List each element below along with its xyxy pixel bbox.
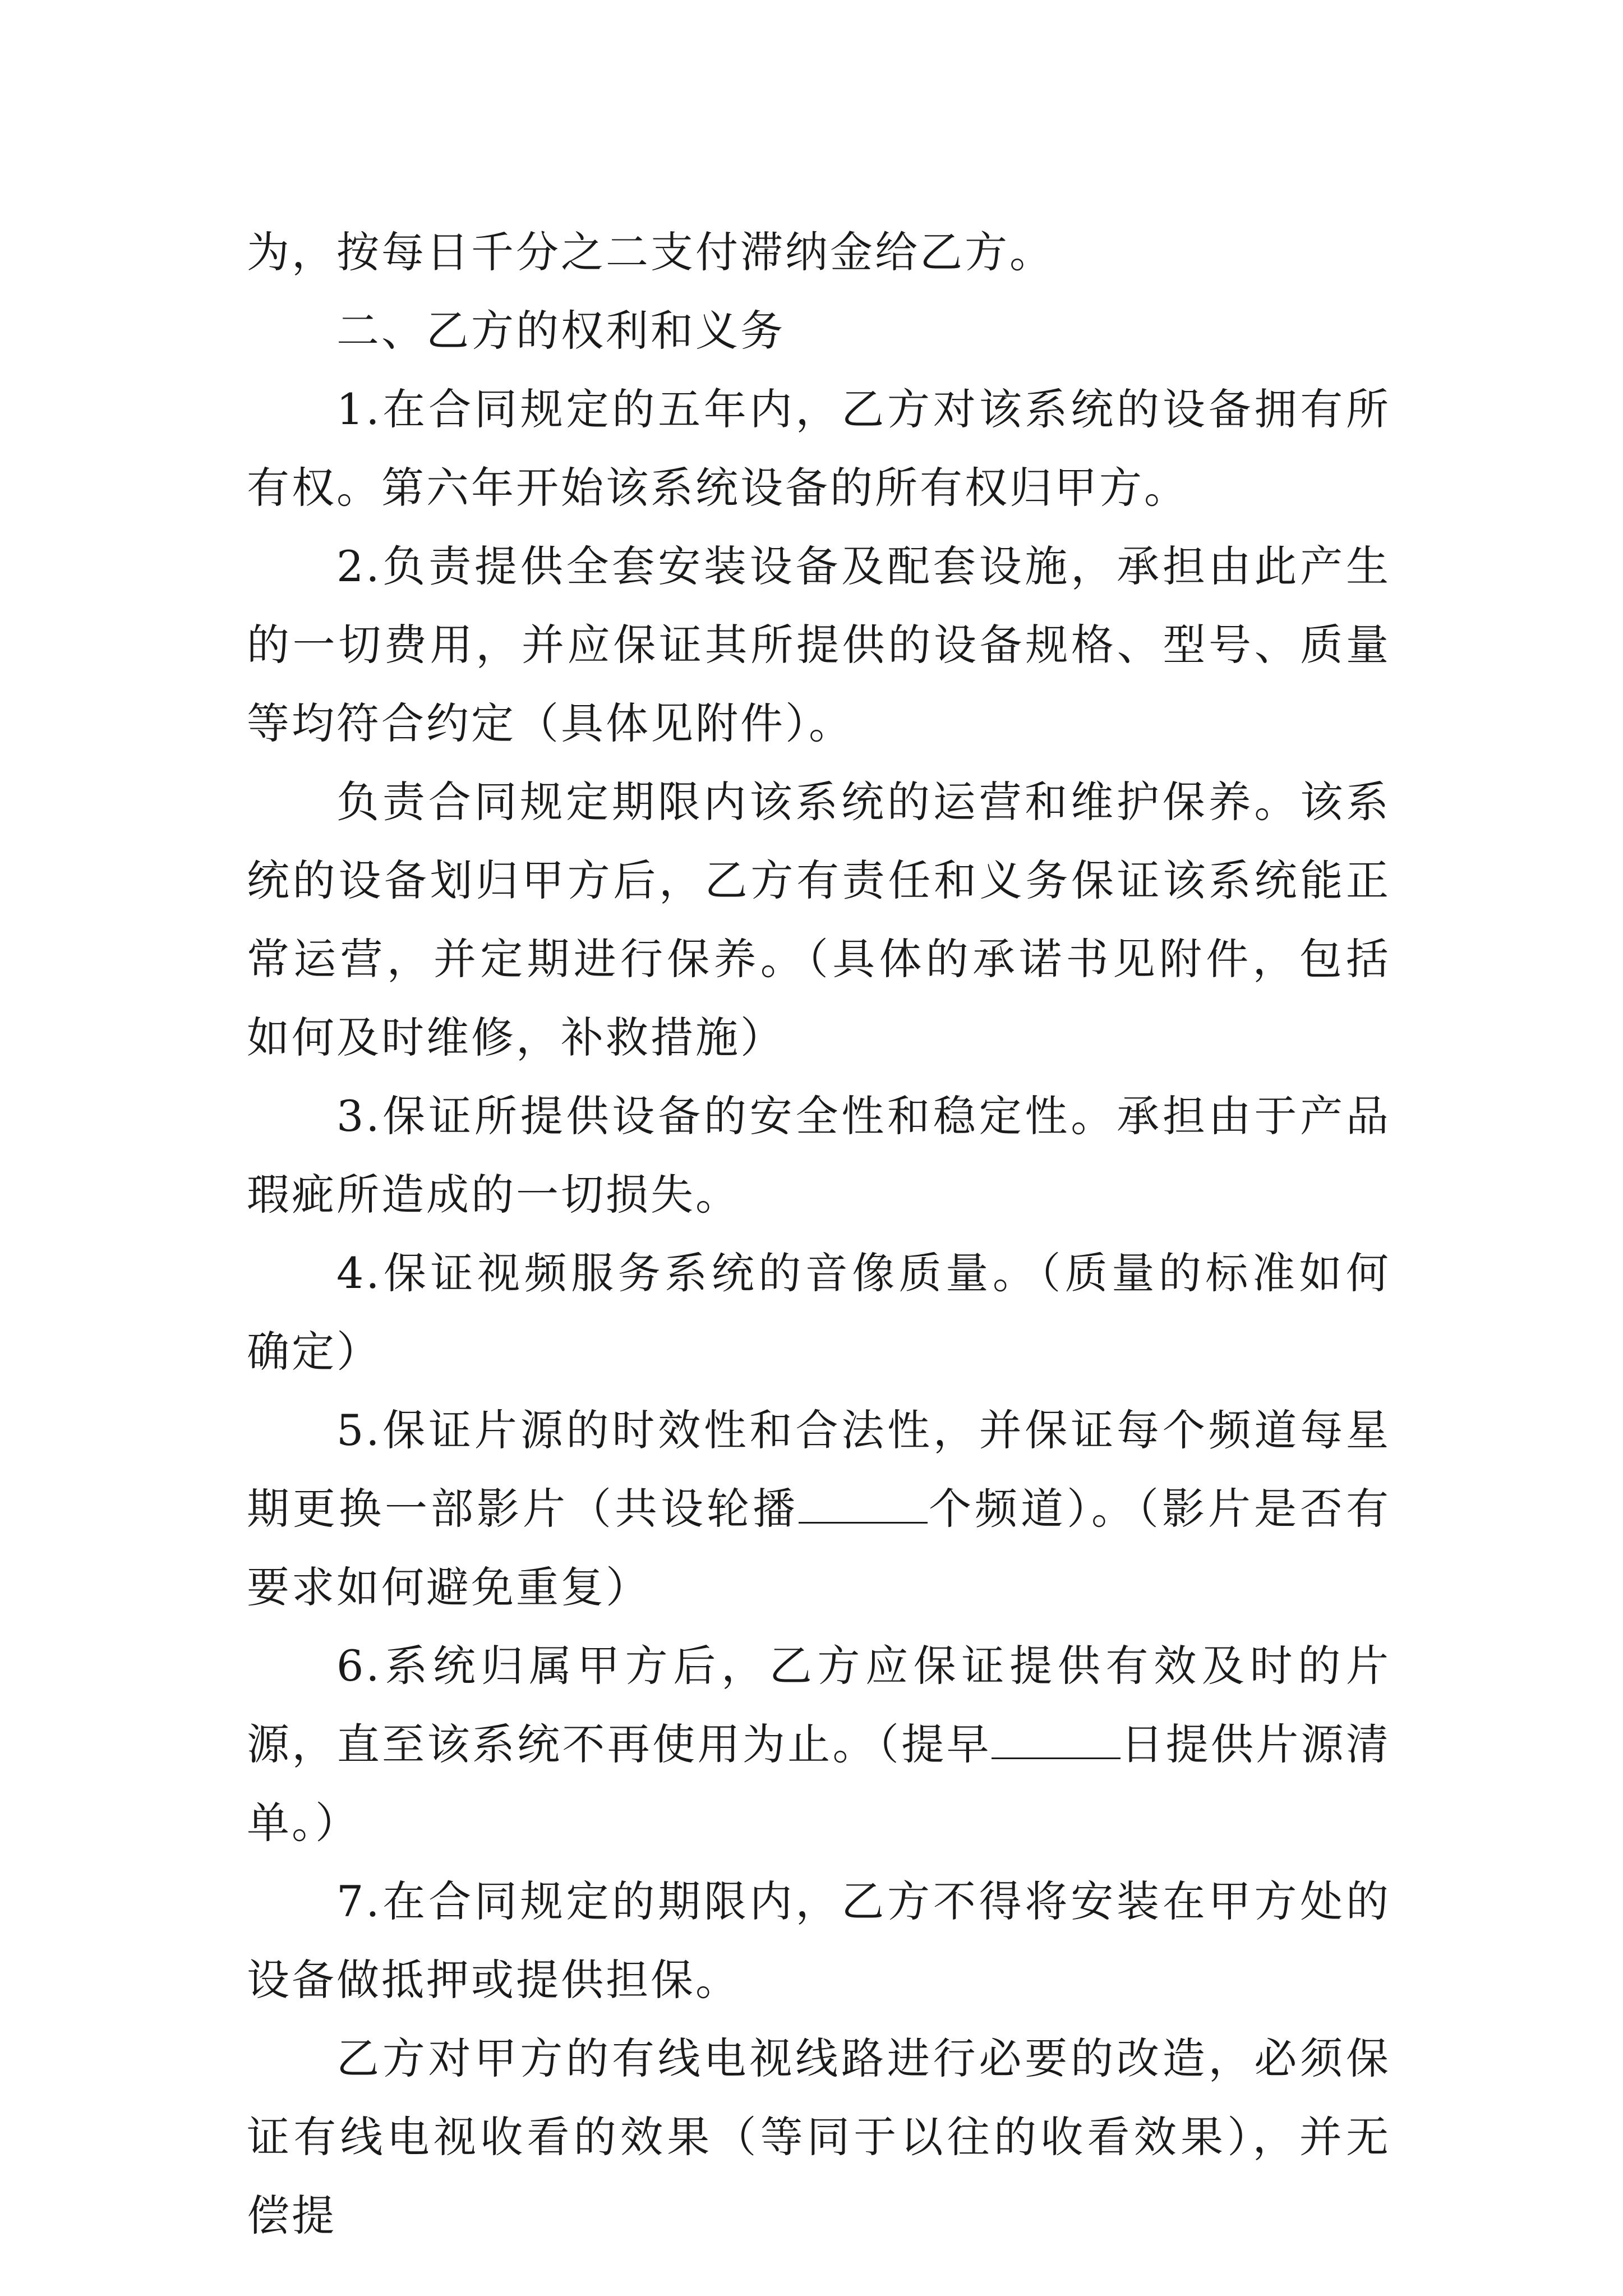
paragraph-cable-modification: 乙方对甲方的有线电视线路进行必要的改造，必须保证有线电视收看的效果（等同于以往的收看效果），并无偿提 <box>247 2033 1391 2240</box>
paragraph-late-fee: 为，按每日千分之二支付滞纳金给乙方。 <box>247 227 1054 277</box>
paragraph-clause-5 <box>247 1391 1391 1627</box>
clause-5-text-after-blank: 个频道）。（影片是否有要求如何避免重复） <box>247 1484 1391 1612</box>
paragraph-clause-1: 1.在合同规定的五年内，乙方对该系统的设备拥有所有权。第六年开始该系统设备的所有权归甲方。 <box>247 384 1391 513</box>
document-body <box>247 213 1391 2255</box>
clause-6-text-before-blank: 6.系统归属甲方后，乙方应保证提供有效及时的片源，直至该系统不再使用为止。（提早 <box>247 1641 1391 1769</box>
section-heading-party-b-rights: 二、乙方的权利和义务 <box>336 306 785 356</box>
paragraph-clause-2: 2.负责提供全套安装设备及配套设施，承担由此产生的一切费用，并应保证其所提供的设备规格、型号、质量等均符合约定（具体见附件）。 <box>247 541 1391 748</box>
paragraph-clause-3: 3.保证所提供设备的安全性和稳定性。承担由于产品瑕疵所造成的一切损失。 <box>247 1091 1391 1220</box>
fill-in-blank-days-ahead <box>992 1724 1121 1759</box>
clause-6-text-after-blank: 日提供片源清单。） <box>247 1719 1391 1848</box>
paragraph-clause-6 <box>247 1627 1391 1862</box>
paragraph-clause-4: 4.保证视频服务系统的音像质量。（质量的标准如何确定） <box>247 1248 1391 1377</box>
paragraph-clause-7: 7.在合同规定的期限内，乙方不得将安装在甲方处的设备做抵押或提供担保。 <box>247 1876 1391 2005</box>
paragraph-maintenance: 负责合同规定期限内该系统的运营和维护保养。该系统的设备划归甲方后，乙方有责任和义务保证该系统能正常运营，并定期进行保养。（具体的承诺书见附件，包括如何及时维修，补救措施） <box>247 777 1391 1062</box>
fill-in-blank-channel-count <box>799 1488 928 1524</box>
clause-5-text-before-blank: 5.保证片源的时效性和合法性，并保证每个频道每星期更换一部影片（共设轮播 <box>247 1405 1391 1534</box>
